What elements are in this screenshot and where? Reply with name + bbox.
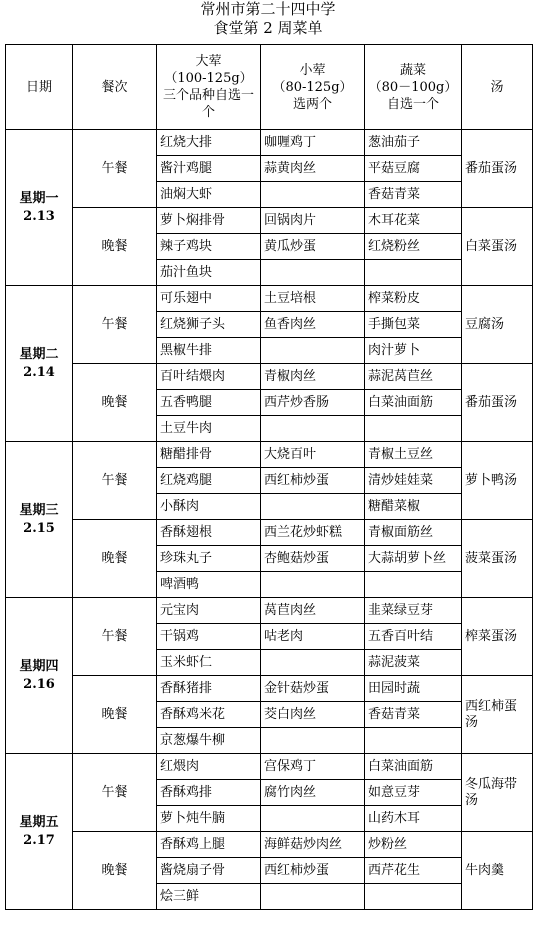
small-dish: 茭白肉丝	[261, 702, 365, 728]
big-dish: 红烧大排	[157, 130, 261, 156]
small-dish	[261, 338, 365, 364]
veg-dish: 田园时蔬	[365, 676, 462, 702]
small-dish: 黄瓜炒蛋	[261, 234, 365, 260]
day-name: 星期五	[19, 814, 59, 830]
header-small-name: 小荤	[299, 62, 326, 78]
big-dish: 红烧鸡腿	[157, 468, 261, 494]
veg-dish: 蒜泥菠菜	[365, 650, 462, 676]
veg-dish: 大蒜胡萝卜丝	[365, 546, 462, 572]
day-date: 2.17	[23, 832, 55, 848]
day-date: 2.16	[23, 676, 55, 692]
small-dish: 回锅肉片	[261, 208, 365, 234]
small-dish: 金针菇炒蛋	[261, 676, 365, 702]
big-dish: 红煨肉	[157, 754, 261, 780]
small-dish: 腐竹肉丝	[261, 780, 365, 806]
veg-dish: 白菜油面筋	[365, 754, 462, 780]
big-dish: 干锅鸡	[157, 624, 261, 650]
small-dish	[261, 884, 365, 910]
small-dish	[261, 494, 365, 520]
veg-dish: 青椒土豆丝	[365, 442, 462, 468]
veg-dish	[365, 728, 462, 754]
day-cell	[6, 286, 73, 442]
big-dish: 百叶结煨肉	[157, 364, 261, 390]
big-dish: 玉米虾仁	[157, 650, 261, 676]
table-row	[6, 286, 533, 312]
small-dish: 土豆培根	[261, 286, 365, 312]
header-date: 日期	[6, 45, 73, 130]
small-dish: 大烧百叶	[261, 442, 365, 468]
big-dish: 香酥鸡上腿	[157, 832, 261, 858]
soup-cell: 榨菜蛋汤	[462, 598, 533, 676]
soup-cell: 白菜蛋汤	[462, 208, 533, 286]
meal-cell: 午餐	[73, 130, 157, 208]
small-dish: 蒜黄肉丝	[261, 156, 365, 182]
veg-dish: 红烧粉丝	[365, 234, 462, 260]
veg-dish: 香菇青菜	[365, 182, 462, 208]
menu-week-title: 食堂第 2 周菜单	[213, 19, 323, 37]
small-dish: 西兰花炒虾糕	[261, 520, 365, 546]
meal-cell: 午餐	[73, 598, 157, 676]
big-dish: 烩三鲜	[157, 884, 261, 910]
veg-dish: 清炒娃娃菜	[365, 468, 462, 494]
big-dish: 香酥鸡米花	[157, 702, 261, 728]
table-row	[6, 520, 533, 546]
small-dish	[261, 260, 365, 286]
day-date: 2.13	[23, 208, 55, 224]
veg-dish	[365, 416, 462, 442]
big-dish: 茄汁鱼块	[157, 260, 261, 286]
small-dish: 西红柿炒蛋	[261, 858, 365, 884]
menu-title	[0, 0, 536, 38]
small-dish: 咖喱鸡丁	[261, 130, 365, 156]
soup-cell: 冬瓜海带汤	[462, 754, 533, 832]
table-row	[6, 364, 533, 390]
small-dish: 海鲜菇炒肉丝	[261, 832, 365, 858]
soup-cell: 菠菜蛋汤	[462, 520, 533, 598]
day-name: 星期四	[19, 658, 59, 674]
table-row	[6, 208, 533, 234]
soup-cell: 豆腐汤	[462, 286, 533, 364]
big-dish: 酱烧扇子骨	[157, 858, 261, 884]
day-cell	[6, 442, 73, 598]
day-cell	[6, 598, 73, 754]
veg-dish: 手撕包菜	[365, 312, 462, 338]
meal-cell: 午餐	[73, 754, 157, 832]
day-name: 星期二	[19, 346, 59, 362]
meal-cell: 晚餐	[73, 364, 157, 442]
veg-dish: 木耳花菜	[365, 208, 462, 234]
big-dish: 香酥猪排	[157, 676, 261, 702]
small-dish: 宫保鸡丁	[261, 754, 365, 780]
big-dish: 萝卜焖排骨	[157, 208, 261, 234]
small-dish	[261, 416, 365, 442]
veg-dish: 平菇豆腐	[365, 156, 462, 182]
meal-cell: 晚餐	[73, 208, 157, 286]
table-row	[6, 598, 533, 624]
header-big	[157, 45, 261, 130]
header-big-name: 大荤	[195, 54, 222, 69]
big-dish: 酱汁鸡腿	[157, 156, 261, 182]
small-dish: 杏鲍菇炒蛋	[261, 546, 365, 572]
day-date: 2.14	[23, 364, 55, 380]
big-dish: 辣子鸡块	[157, 234, 261, 260]
table-row	[6, 754, 533, 780]
veg-dish: 糖醋菜椒	[365, 494, 462, 520]
big-dish: 啤酒鸭	[157, 572, 261, 598]
header-veg-note: 自选一个	[386, 96, 439, 112]
soup-cell: 西红柿蛋汤	[462, 676, 533, 754]
table-row	[6, 832, 533, 858]
veg-dish	[365, 884, 462, 910]
big-dish: 元宝肉	[157, 598, 261, 624]
big-dish: 五香鸭腿	[157, 390, 261, 416]
small-dish: 咕老肉	[261, 624, 365, 650]
meal-cell: 晚餐	[73, 832, 157, 910]
day-name: 星期三	[19, 502, 59, 518]
big-dish: 油焖大虾	[157, 182, 261, 208]
header-veg-name: 蔬菜	[399, 62, 426, 78]
soup-cell: 萝卜鸭汤	[462, 442, 533, 520]
veg-dish: 五香百叶结	[365, 624, 462, 650]
header-row	[6, 45, 533, 130]
day-cell	[6, 754, 73, 910]
big-dish: 萝卜炖牛腩	[157, 806, 261, 832]
header-veg	[365, 45, 462, 130]
day-cell	[6, 130, 73, 286]
big-dish: 红烧狮子头	[157, 312, 261, 338]
header-veg-weight: （80－100g）	[368, 79, 458, 95]
veg-dish: 葱油茄子	[365, 130, 462, 156]
big-dish: 黑椒牛排	[157, 338, 261, 364]
meal-cell: 午餐	[73, 442, 157, 520]
veg-dish: 肉汁萝卜	[365, 338, 462, 364]
veg-dish: 白菜油面筋	[365, 390, 462, 416]
header-big-note: 三个品种自选一个	[162, 88, 254, 120]
veg-dish: 榨菜粉皮	[365, 286, 462, 312]
big-dish: 糖醋排骨	[157, 442, 261, 468]
big-dish: 香酥翅根	[157, 520, 261, 546]
veg-dish: 西芹花生	[365, 858, 462, 884]
header-soup: 汤	[462, 45, 533, 130]
soup-cell: 番茄蛋汤	[462, 130, 533, 208]
big-dish: 珍珠丸子	[157, 546, 261, 572]
small-dish: 西红柿炒蛋	[261, 468, 365, 494]
small-dish: 莴苣肉丝	[261, 598, 365, 624]
table-row	[6, 676, 533, 702]
soup-cell: 牛肉羹	[462, 832, 533, 910]
big-dish: 小酥肉	[157, 494, 261, 520]
small-dish	[261, 182, 365, 208]
small-dish: 鱼香肉丝	[261, 312, 365, 338]
veg-dish: 蒜泥莴苣丝	[365, 364, 462, 390]
veg-dish: 韭菜绿豆芽	[365, 598, 462, 624]
small-dish	[261, 572, 365, 598]
small-dish	[261, 728, 365, 754]
table-row	[6, 442, 533, 468]
small-dish	[261, 650, 365, 676]
soup-cell: 番茄蛋汤	[462, 364, 533, 442]
school-name: 常州市第二十四中学	[200, 0, 336, 18]
small-dish: 西芹炒香肠	[261, 390, 365, 416]
big-dish: 香酥鸡排	[157, 780, 261, 806]
veg-dish	[365, 572, 462, 598]
veg-dish: 如意豆芽	[365, 780, 462, 806]
day-name: 星期一	[19, 190, 59, 206]
big-dish: 京葱爆牛柳	[157, 728, 261, 754]
veg-dish: 炒粉丝	[365, 832, 462, 858]
small-dish	[261, 806, 365, 832]
veg-dish: 山药木耳	[365, 806, 462, 832]
meal-cell: 晚餐	[73, 676, 157, 754]
menu-table	[5, 44, 533, 910]
header-meal: 餐次	[73, 45, 157, 130]
big-dish: 可乐翅中	[157, 286, 261, 312]
small-dish: 青椒肉丝	[261, 364, 365, 390]
day-date: 2.15	[23, 520, 55, 536]
header-big-weight: （100-125g）	[164, 71, 253, 86]
header-small	[261, 45, 365, 130]
header-small-note: 选两个	[292, 96, 332, 112]
table-row	[6, 130, 533, 156]
veg-dish: 香菇青菜	[365, 702, 462, 728]
meal-cell: 午餐	[73, 286, 157, 364]
veg-dish	[365, 260, 462, 286]
veg-dish: 青椒面筋丝	[365, 520, 462, 546]
big-dish: 土豆牛肉	[157, 416, 261, 442]
meal-cell: 晚餐	[73, 520, 157, 598]
header-small-weight: （80-125g）	[272, 79, 353, 95]
